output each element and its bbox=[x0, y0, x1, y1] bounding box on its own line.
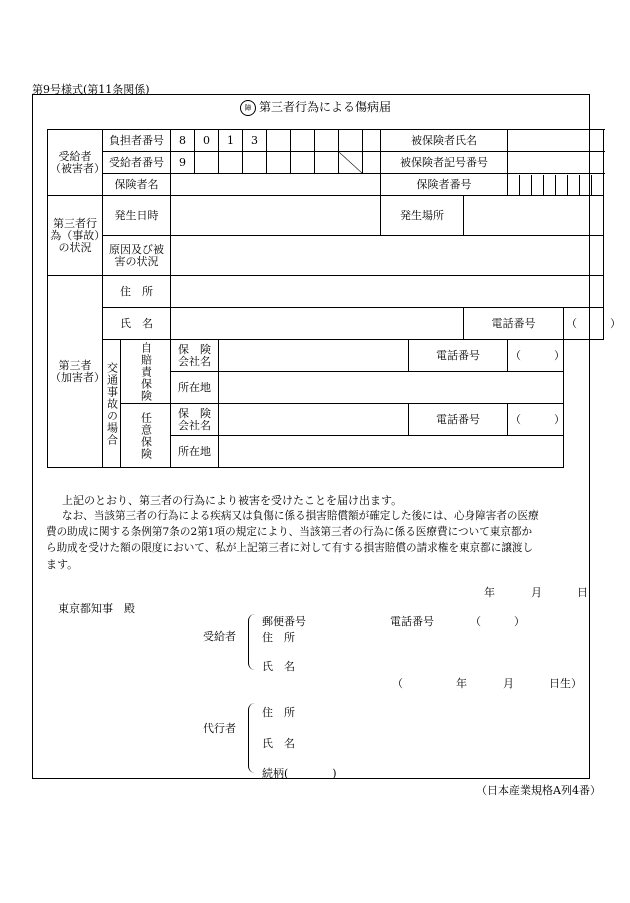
addressee: 東京都知事 殿 bbox=[58, 602, 135, 615]
voluntary-phone-label: 電話番号 bbox=[409, 404, 508, 436]
compulsory-insurance-label: 自賠責保険 bbox=[121, 340, 171, 404]
insured-name-field[interactable] bbox=[508, 130, 604, 152]
date-day: 日 bbox=[577, 586, 588, 599]
applicant-label: 受給者 bbox=[203, 630, 236, 643]
statement-line-5: ます。 bbox=[46, 558, 79, 571]
incident-place-label: 発生場所 bbox=[381, 196, 464, 236]
statement-line-4: ら助成を受けた額の限度において、私が上記第三者に対して有する損害賠償の請求権を東京都に譲渡し bbox=[46, 542, 534, 554]
recipient-digit[interactable] bbox=[243, 152, 267, 174]
recipient-digit[interactable] bbox=[219, 152, 243, 174]
date-year: 年 bbox=[484, 586, 495, 599]
form-title bbox=[240, 98, 391, 116]
applicant-address-label: 住 所 bbox=[262, 631, 295, 644]
compulsory-location-label: 所在地 bbox=[171, 372, 219, 404]
birth-open: （ bbox=[392, 677, 403, 690]
diagonal-cell bbox=[339, 152, 363, 174]
statement-line-3: 費の助成に関する条例第7条の2第1項の規定により、当該第三者の行為に係る医療費について東京都か bbox=[46, 526, 533, 538]
birth-month: 月 bbox=[503, 677, 514, 690]
insurer-no-field[interactable] bbox=[508, 174, 604, 196]
recipient-digit[interactable] bbox=[291, 152, 315, 174]
burden-digit[interactable]: 3 bbox=[243, 130, 267, 152]
recipient-digit[interactable] bbox=[315, 152, 339, 174]
recipient-digit[interactable]: 9 bbox=[171, 152, 195, 174]
incident-date-field[interactable] bbox=[171, 196, 381, 236]
burden-digit[interactable] bbox=[267, 130, 291, 152]
compulsory-insurer-label: 保 険 会社名 bbox=[171, 340, 219, 372]
incident-place-field[interactable] bbox=[464, 196, 604, 236]
third-party-phone-label: 電話番号 bbox=[464, 308, 564, 340]
insurer-name-field[interactable] bbox=[171, 174, 381, 196]
third-party-name-label: 氏 名 bbox=[103, 308, 171, 340]
recipient-group-label: 受給者（被害者） bbox=[48, 130, 103, 196]
agent-brace bbox=[248, 703, 255, 773]
incident-cause-field[interactable] bbox=[171, 236, 604, 276]
compulsory-phone-field[interactable]: （ ） bbox=[508, 340, 564, 372]
insurer-no-label: 保険者番号 bbox=[381, 174, 508, 196]
applicant-postal-label: 郵便番号 bbox=[262, 615, 306, 628]
statement-line-1: 上記のとおり、第三者の行為により被害を受けたことを届け出ます。 bbox=[62, 494, 403, 507]
compulsory-insurer-field[interactable] bbox=[219, 340, 409, 372]
compulsory-location-field[interactable] bbox=[219, 372, 564, 404]
voluntary-location-label: 所在地 bbox=[171, 436, 219, 468]
agent-address-label: 住 所 bbox=[262, 706, 295, 719]
applicant-phone-label: 電話番号 bbox=[390, 615, 434, 628]
third-party-address-label: 住 所 bbox=[103, 276, 171, 308]
burden-digit[interactable] bbox=[339, 130, 363, 152]
footer-note: （日本産業規格A列4番） bbox=[476, 784, 601, 797]
burden-digit[interactable]: 8 bbox=[171, 130, 195, 152]
insured-name-label: 被保険者氏名 bbox=[381, 130, 508, 152]
incident-group-label: 第三者行為（事故）の状況 bbox=[48, 196, 103, 276]
birth-year: 年 bbox=[456, 677, 467, 690]
seal-mark-icon: 障 bbox=[240, 100, 256, 116]
agent-label: 代行者 bbox=[203, 722, 236, 735]
third-party-phone-field[interactable]: （ ） bbox=[564, 308, 604, 340]
third-party-name-field[interactable] bbox=[171, 308, 464, 340]
form-id: 第9号様式(第11条関係) bbox=[32, 83, 150, 96]
burden-digit[interactable]: 1 bbox=[219, 130, 243, 152]
statement-line-2: なお、当該第三者の行為による疾病又は負傷に係る損害賠償額が確定した後には、心身障害者の医療 bbox=[62, 510, 539, 522]
voluntary-insurer-field[interactable] bbox=[219, 404, 409, 436]
applicant-phone-field[interactable]: （ ） bbox=[470, 615, 525, 628]
recipient-digit[interactable] bbox=[195, 152, 219, 174]
voluntary-phone-field[interactable]: （ ） bbox=[508, 404, 564, 436]
insurer-name-label: 保険者名 bbox=[103, 174, 171, 196]
voluntary-insurance-label: 任意保険 bbox=[121, 404, 171, 468]
recipient-digit[interactable] bbox=[267, 152, 291, 174]
incident-date-label: 発生日時 bbox=[103, 196, 171, 236]
third-party-address-field[interactable] bbox=[171, 276, 604, 308]
voluntary-insurer-label: 保 険 会社名 bbox=[171, 404, 219, 436]
burden-no-label: 負担者番号 bbox=[103, 130, 171, 152]
compulsory-phone-label: 電話番号 bbox=[409, 340, 508, 372]
insured-code-field[interactable] bbox=[508, 152, 604, 174]
burden-digit[interactable] bbox=[291, 130, 315, 152]
insured-code-label: 被保険者記号番号 bbox=[381, 152, 508, 174]
voluntary-location-field[interactable] bbox=[219, 436, 564, 468]
burden-digit[interactable]: 0 bbox=[195, 130, 219, 152]
applicant-brace bbox=[248, 614, 255, 670]
date-month: 月 bbox=[531, 586, 542, 599]
recipient-no-label: 受給者番号 bbox=[103, 152, 171, 174]
third-party-group-label: 第三者（加害者） bbox=[48, 276, 103, 468]
traffic-accident-label: 交通事故の場合 bbox=[103, 340, 121, 468]
burden-digit[interactable] bbox=[315, 130, 339, 152]
agent-name-label: 氏 名 bbox=[262, 737, 295, 750]
birth-day: 日生） bbox=[549, 677, 582, 690]
applicant-name-label: 氏 名 bbox=[262, 660, 295, 673]
agent-relation-label: 続柄( ) bbox=[262, 767, 337, 780]
incident-cause-label: 原因及び被害の状況 bbox=[103, 236, 171, 276]
title-text: 第三者行為による傷病届 bbox=[259, 100, 392, 114]
injury-report-table bbox=[47, 129, 622, 468]
